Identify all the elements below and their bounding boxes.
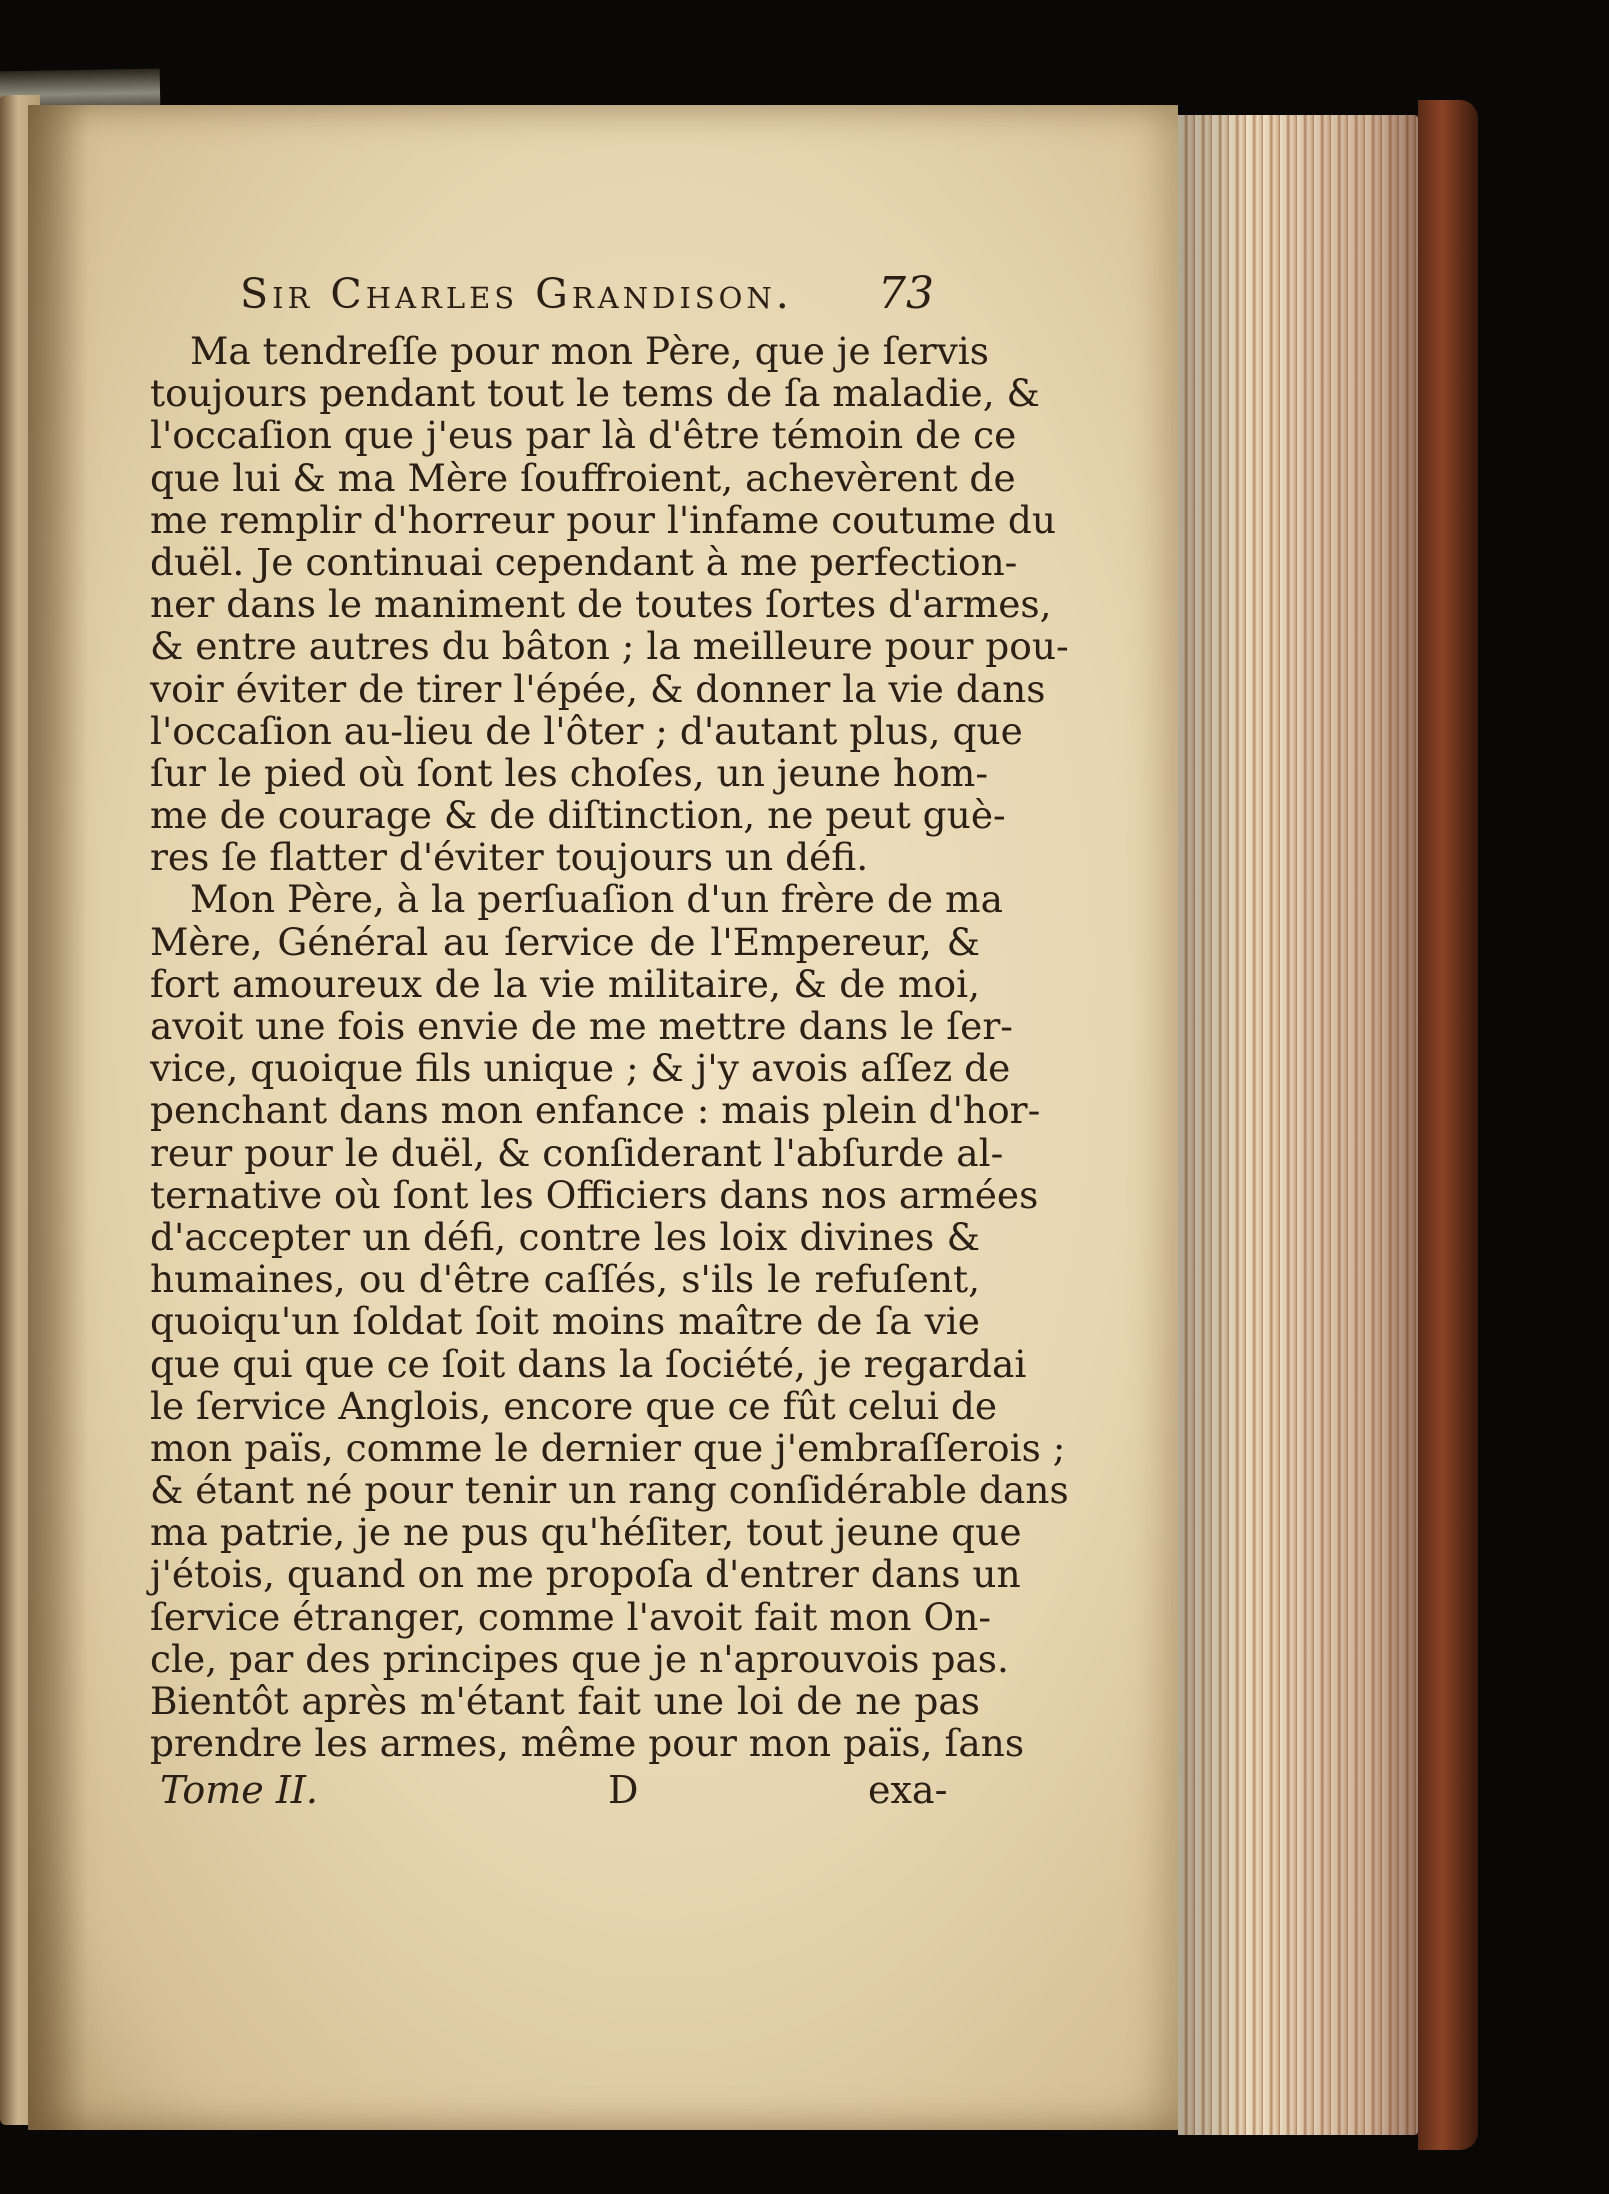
text-line: vice, quoique fils unique ; & j'y avois aſſez de [150, 1046, 1011, 1091]
signature-mark: D [608, 1768, 639, 1813]
text-line: reur pour le duël, & conſiderant l'abſurde al- [150, 1130, 1004, 1175]
text-line: voir éviter de tirer l'épée, & donner la vie dans [150, 666, 1046, 711]
text-line: l'occaſion au-lieu de l'ôter ; d'autant plus, que [150, 708, 1023, 753]
text-line: toujours pendant tout le tems de ſa maladie, & [150, 371, 1040, 416]
page-text-block [150, 268, 1069, 1814]
text-line: Mon Père, à la perſuaſion d'un frère de ma [190, 877, 1003, 922]
catchword: exa- [868, 1768, 948, 1813]
text-line: que qui que ce ſoit dans la ſociété, je regardai [150, 1341, 1027, 1386]
text-line: humaines, ou d'être caſſés, s'ils le refuſent, [150, 1257, 980, 1302]
text-line: quoiqu'un ſoldat ſoit moins maître de ſa vie [150, 1299, 980, 1344]
text-line: & étant né pour tenir un rang conſidérable dans [150, 1468, 1069, 1513]
text-line: fort amoureux de la vie militaire, & de moi, [150, 961, 980, 1006]
volume-label: Tome II. [160, 1768, 318, 1813]
text-line: ner dans le maniment de toutes ſortes d'armes, [150, 582, 1052, 627]
text-line: ma patrie, je ne pus qu'héſiter, tout jeune que [150, 1510, 1022, 1555]
text-line: Ma tendreſſe pour mon Père, que je ſervis [190, 329, 989, 373]
page-gutter-shadow [28, 105, 88, 2130]
text-line: Mère, Général au ſervice de l'Empereur, & [150, 919, 980, 964]
text-line: me de courage & de diſtinction, ne peut guè- [150, 793, 1006, 838]
text-line: mon païs, comme le dernier que j'embraſſerois ; [150, 1425, 1066, 1470]
text-line: le ſervice Anglois, encore que ce fût celui de [150, 1383, 998, 1428]
cover-board [1418, 100, 1478, 2150]
text-line: duël. Je continuai cependant à me perfection- [150, 539, 1018, 584]
page-number: 73 [878, 268, 934, 319]
text-line: j'étois, quand on me propoſa d'entrer dans un [150, 1552, 1021, 1597]
text-line: avoit une fois envie de me mettre dans le ſer- [150, 1004, 1013, 1048]
fore-edge-shadow [1178, 115, 1418, 2135]
text-line: prendre les armes, même pour mon païs, ſans [150, 1721, 1025, 1766]
text-line: que lui & ma Mère ſouffroient, achevèrent de [150, 455, 1016, 500]
paragraph-1 [150, 329, 1069, 880]
text-line: cle, par des principes que je n'aprouvois pas. [150, 1636, 1009, 1681]
text-line: res ſe flatter d'éviter toujours un défi. [150, 835, 869, 880]
running-head-title: Sir Charles Grandison. [240, 270, 793, 318]
text-line: ſur le pied où ſont les choſes, un jeune hom- [150, 750, 989, 795]
text-line: d'accepter un défi, contre les loix divines & [150, 1214, 980, 1259]
text-line: l'occaſion que j'eus par là d'être témoin de ce [150, 413, 1017, 458]
page-footer [150, 1768, 970, 1814]
paragraph-2 [150, 877, 1069, 1766]
text-line: me remplir d'horreur pour l'infame coutume du [150, 497, 1056, 542]
text-line: Bientôt après m'étant fait une loi de ne pas [150, 1679, 980, 1723]
text-line: ternative où ſont les Officiers dans nos armées [150, 1172, 1039, 1217]
text-line: ſervice étranger, comme l'avoit fait mon On- [150, 1594, 992, 1639]
text-line: penchant dans mon enfance : mais plein d'hor- [150, 1088, 1041, 1133]
running-head [150, 270, 970, 330]
text-line: & entre autres du bâton ; la meilleure pour pou- [150, 624, 1069, 669]
